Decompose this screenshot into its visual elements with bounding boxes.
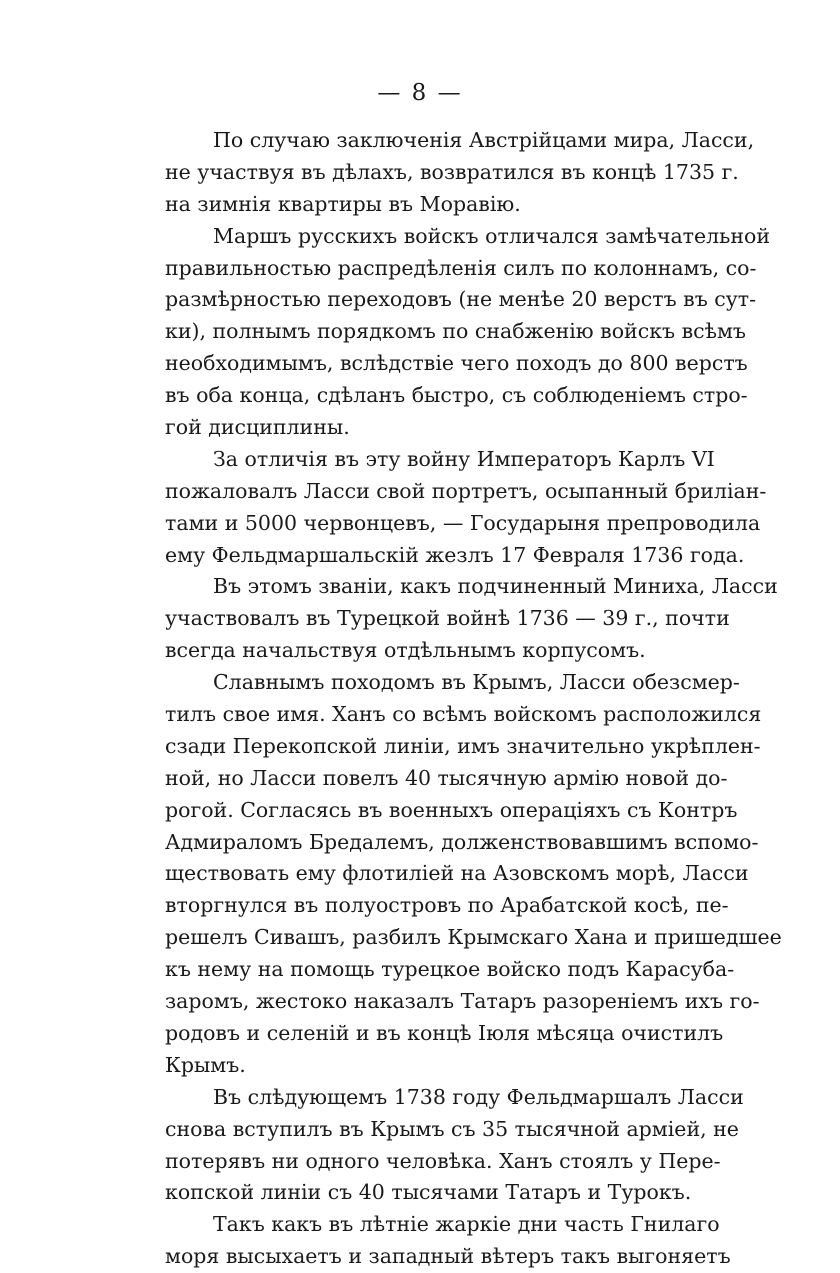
text-line: необходимымъ, вслѣдствіе чего походъ до 800 верстъ [165,351,748,376]
text-line: участвовалъ въ Турецкой войнѣ 1736 — 39 г., почти [165,606,730,631]
page-number: — 8 — [377,80,463,106]
text-line: Маршъ русскихъ войскъ отличался замѣчательной [213,223,771,248]
text-line: По случаю заключенія Австрійцами мира, Ласси, [213,128,755,152]
text-line: копской линіи съ 40 тысячами Татаръ и Турокъ. [165,1180,692,1205]
text-line: Адмираломъ Бредалемъ, долженствовавшимъ вспомо- [165,829,759,854]
text-line: ему Фельдмаршальскій жезлъ 17 Февраля 1736 года. [165,542,745,567]
text-line: всегда начальствуя отдѣльнымъ корпусомъ. [165,638,646,663]
text-line: пожаловалъ Ласси свой портретъ, осыпанный бриліан- [165,478,767,503]
text-line: вторгнулся въ полуостровъ по Арабатской косѣ, пе- [165,893,729,918]
text-line: Такъ какъ въ лѣтніе жаркіе дни часть Гнилаго [213,1212,720,1237]
text-line: Славнымъ походомъ въ Крымъ, Ласси обезсмер- [213,670,740,695]
text-line: въ оба конца, сдѣланъ быстро, съ соблюденіемъ стро- [165,383,748,408]
text-line: къ нему на помощь турецкое войско подъ Карасуба- [165,957,735,982]
text-line: тами и 5000 червонцевъ, — Государыня препроводила [165,510,761,535]
text-line: ки), полнымъ порядкомъ по снабженію войскъ всѣмъ [165,319,746,344]
text-line: моря высыхаетъ и западный вѣтеръ такъ выгоняетъ [165,1244,731,1269]
text-line: За отличія въ эту войну Императоръ Карлъ VI [213,446,715,471]
text-line: потерявъ ни одного человѣка. Ханъ стоялъ у Пере- [165,1148,721,1173]
text-line: решелъ Сивашъ, разбилъ Крымскаго Хана и пришедшее [165,925,782,950]
text-line: гой дисциплины. [165,415,350,440]
text-line: снова вступилъ въ Крымъ съ 35 тысячной арміей, не [165,1116,739,1141]
text-line: Крымъ. [165,1052,246,1077]
text-line: рогой. Согласясь въ военныхъ операціяхъ съ Контръ [165,797,738,822]
text-line: размѣрностью переходовъ (не менѣе 20 верстъ въ сут- [165,287,757,312]
text-line: тилъ свое имя. Ханъ со всѣмъ войскомъ расположился [165,702,762,727]
text-line: Въ этомъ званіи, какъ подчиненный Миниха, Ласси [213,574,778,599]
text-line: правильностью распредѣленія силъ по колоннамъ, со- [165,255,757,280]
text-line: ществовать ему флотиліей на Азовскомъ морѣ, Ласси [165,861,749,886]
text-line: Въ слѣдующемъ 1738 году Фельдмаршалъ Ласси [213,1084,744,1109]
body-text [165,125,782,1273]
text-line: на зимнія квартиры въ Моравію. [165,191,521,216]
text-line: заромъ, жестоко наказалъ Татаръ разореніемъ ихъ го- [165,989,760,1014]
text-line: сзади Перекопской линіи, имъ значительно укрѣплен- [165,733,761,758]
text-line: не участвуя въ дѣлахъ, возвратился въ концѣ 1735 г. [165,159,739,184]
text-line: ной, но Ласси повелъ 40 тысячную армію новой до- [165,765,728,790]
text-line: родовъ и селеній и въ концѣ Іюля мѣсяца очистилъ [165,1020,724,1045]
